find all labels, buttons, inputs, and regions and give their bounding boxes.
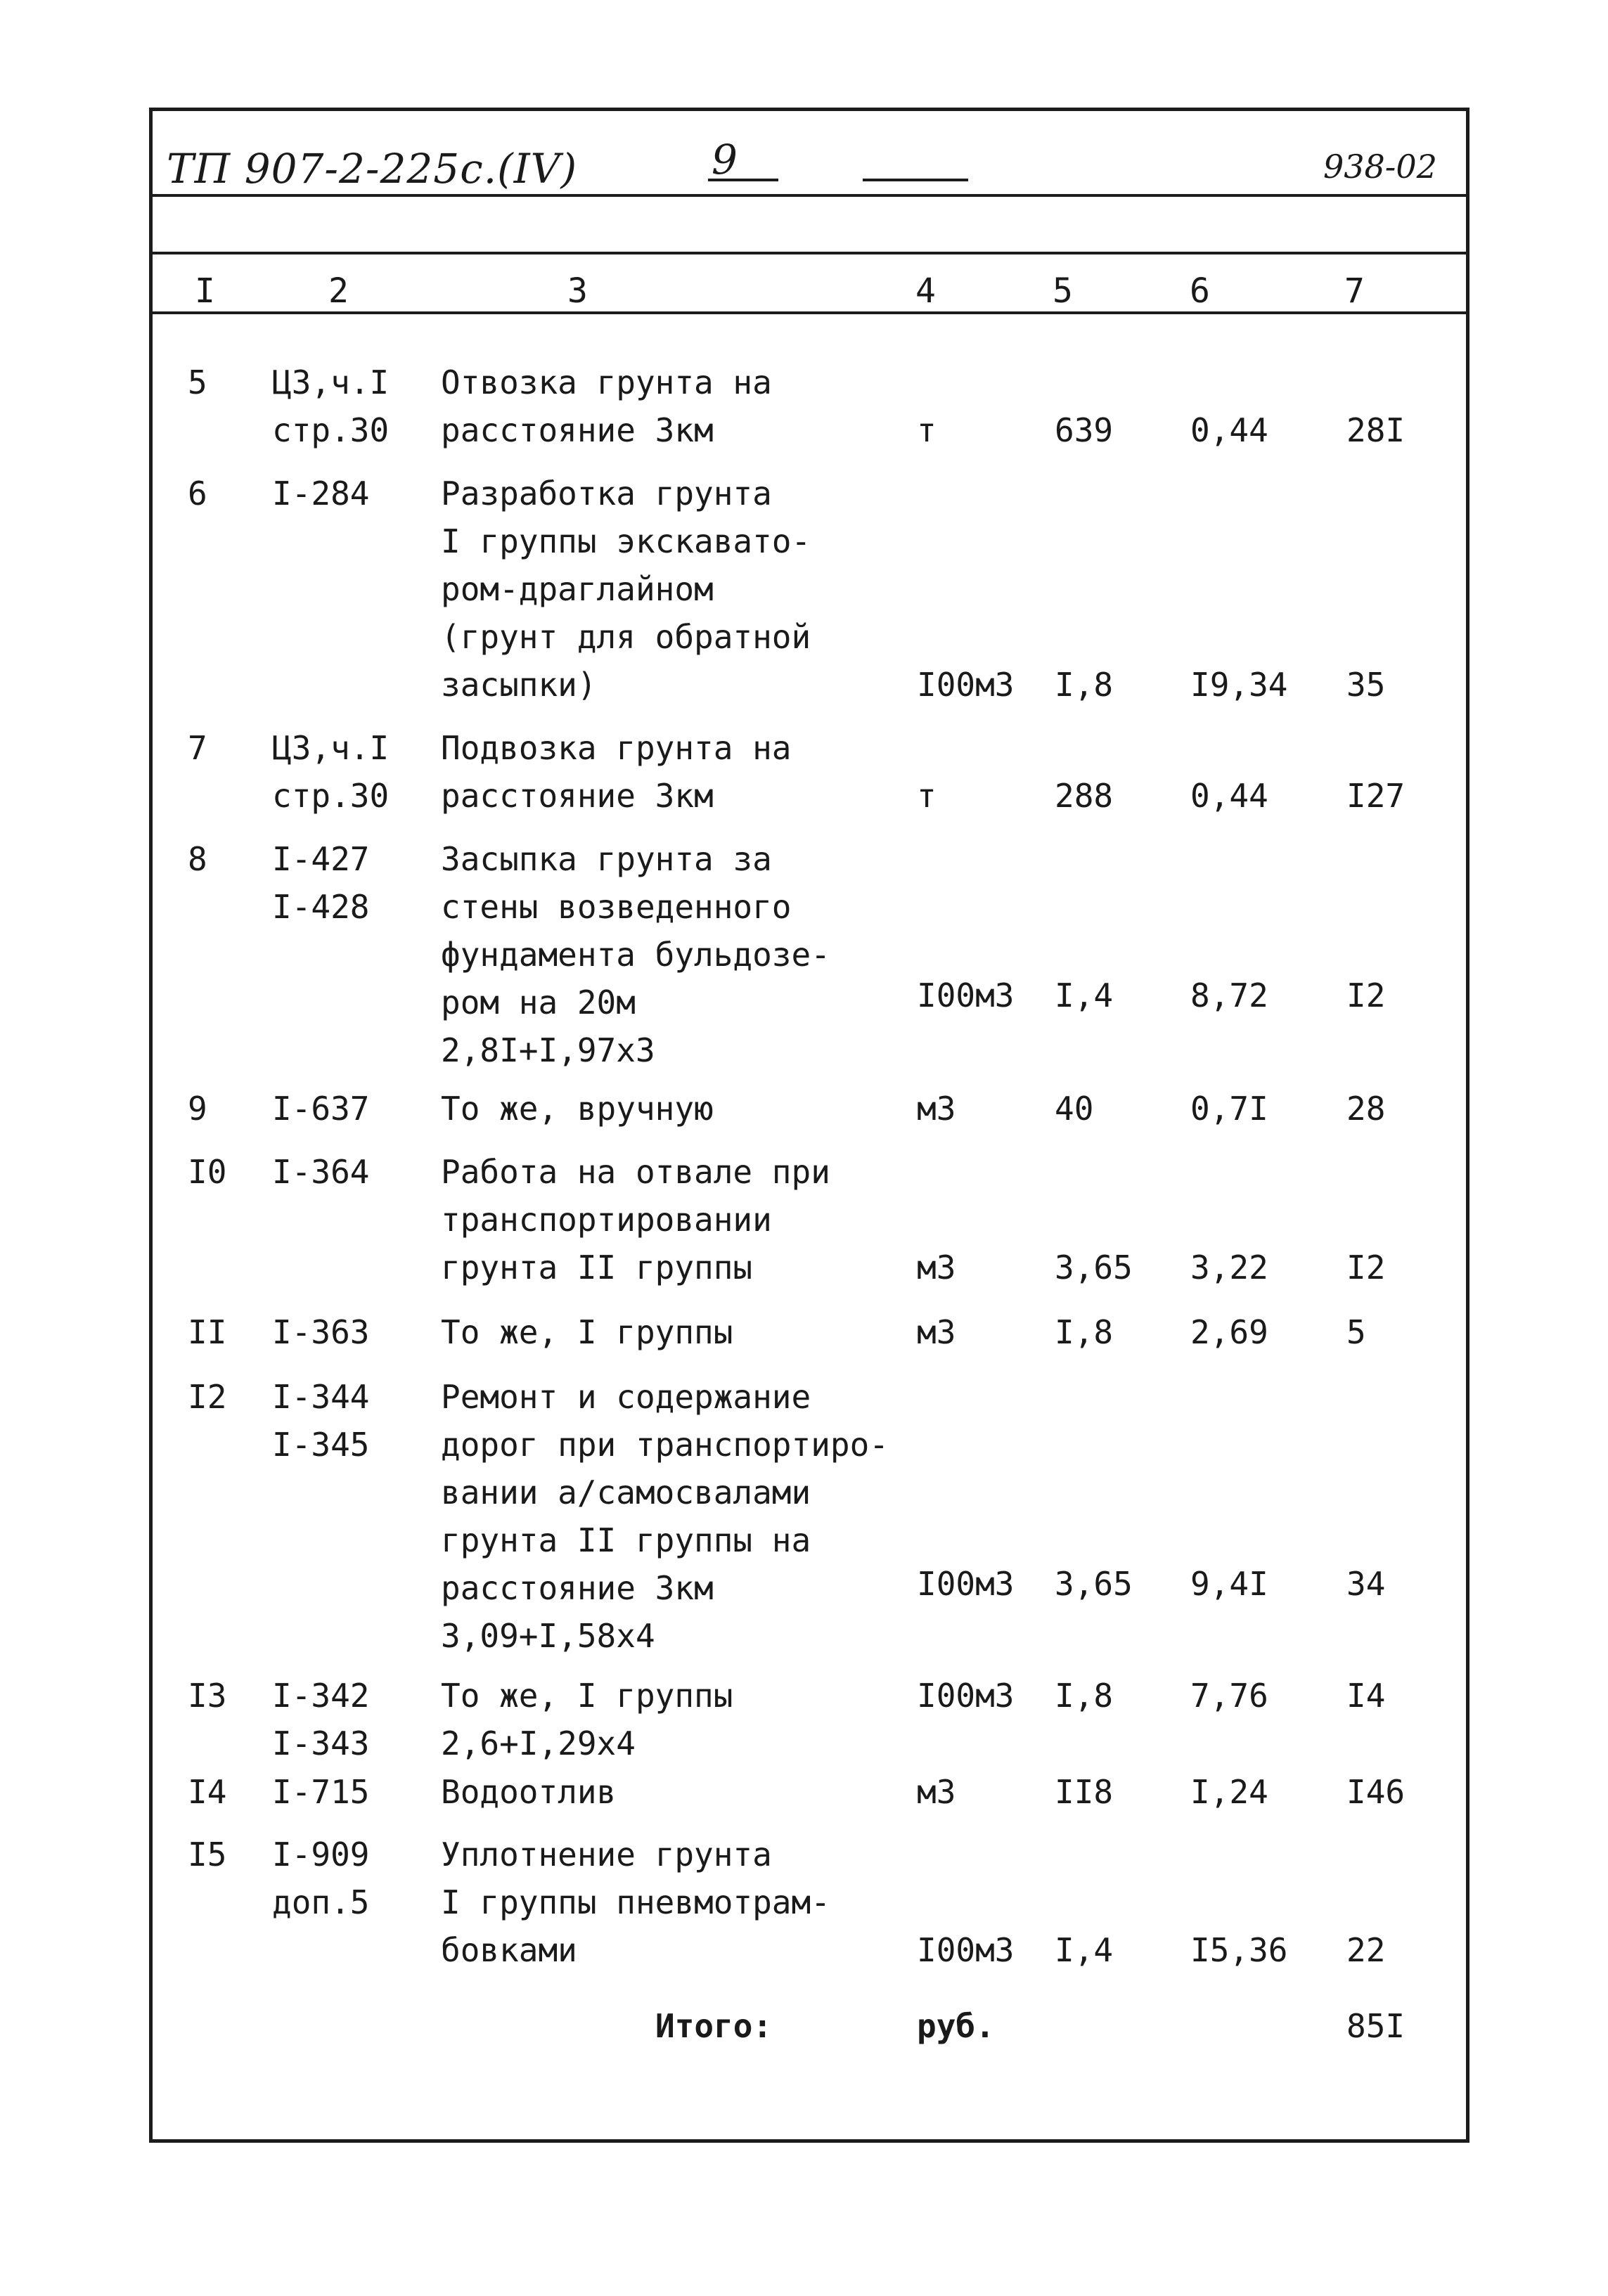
rule-colhead-bottom: [153, 311, 1466, 314]
row-number: I2: [188, 1378, 227, 1416]
work-description: Засыпка грунта за стены возведенного фундамента бульдозе- ром на 20м 2,8I+I,97х3: [441, 840, 830, 1069]
quantity: I,8: [1055, 666, 1114, 704]
norm-code: I-715: [272, 1773, 370, 1811]
unit: I00м3: [917, 1677, 1015, 1715]
doc-code: ТП 907-2-225с.(IV): [167, 145, 578, 193]
unit-price: I5,36: [1190, 1931, 1288, 1969]
quantity: I,8: [1055, 1677, 1114, 1715]
unit-price: 0,7I: [1190, 1090, 1268, 1128]
unit-price: I,24: [1190, 1773, 1268, 1811]
total: 22: [1346, 1931, 1386, 1969]
row-number: I5: [188, 1836, 227, 1873]
norm-code: I-637: [272, 1090, 370, 1128]
work-description: То же, вручную: [441, 1090, 714, 1128]
unit: м3: [917, 1773, 956, 1811]
unit: т: [917, 411, 937, 449]
work-description: Отвозка грунта на расстояние 3км: [441, 363, 772, 449]
total: 34: [1346, 1565, 1386, 1603]
row-number: II: [188, 1313, 227, 1351]
rule-header: [153, 194, 1466, 197]
col-5-header: 5: [1053, 271, 1073, 311]
col-4-header: 4: [915, 271, 936, 311]
quantity: I,4: [1055, 1931, 1114, 1969]
total-label: Итого:: [655, 2007, 773, 2045]
norm-code: I-284: [272, 475, 370, 512]
unit-price: 7,76: [1190, 1677, 1268, 1715]
total: 28I: [1346, 411, 1406, 449]
total: I2: [1346, 1249, 1386, 1286]
unit: I00м3: [917, 1565, 1015, 1603]
total: I27: [1346, 777, 1406, 815]
unit-price: I9,34: [1190, 666, 1288, 704]
total: 5: [1346, 1313, 1366, 1351]
col-2-header: 2: [328, 271, 349, 311]
quantity: 40: [1055, 1090, 1094, 1128]
unit: I00м3: [917, 666, 1015, 704]
unit: I00м3: [917, 976, 1015, 1014]
norm-code: I-342 I-343: [272, 1677, 370, 1762]
document-frame: [149, 108, 1469, 2143]
quantity: 3,65: [1055, 1565, 1133, 1603]
norm-code: I-363: [272, 1313, 370, 1351]
total: I46: [1346, 1773, 1406, 1811]
norm-code: I-909 доп.5: [272, 1836, 370, 1921]
work-description: Разработка грунта I группы экскавато- ром-драглайном (грунт для обратной засыпки): [441, 475, 811, 704]
work-description: Работа на отвале при транспортировании грунта II группы: [441, 1153, 830, 1286]
norm-code: ЦЗ,ч.I стр.30: [272, 729, 390, 815]
total: 35: [1346, 666, 1386, 704]
grand-total: 85I: [1346, 2007, 1406, 2045]
unit: м3: [917, 1090, 956, 1128]
col-7-header: 7: [1344, 271, 1365, 311]
quantity: I,8: [1055, 1313, 1114, 1351]
work-description: То же, I группы: [441, 1313, 733, 1351]
unit-price: 0,44: [1190, 777, 1268, 815]
unit-price: 3,22: [1190, 1249, 1268, 1286]
norm-code: I-427 I-428: [272, 840, 370, 926]
total: I2: [1346, 976, 1386, 1014]
unit: т: [917, 777, 937, 815]
col-6-header: 6: [1190, 271, 1210, 311]
unit: I00м3: [917, 1931, 1015, 1969]
rule-colhead-top: [153, 252, 1466, 254]
norm-code: ЦЗ,ч.I стр.30: [272, 363, 390, 449]
col-1-header: I: [195, 271, 215, 311]
work-description: Уплотнение грунта I группы пневмотрам- бовками: [441, 1836, 830, 1969]
unit-price: 9,4I: [1190, 1565, 1268, 1603]
quantity: II8: [1055, 1773, 1114, 1811]
work-description: Водоотлив: [441, 1773, 617, 1811]
row-number: 8: [188, 840, 207, 878]
col-3-header: 3: [567, 271, 588, 311]
norm-code: I-344 I-345: [272, 1378, 370, 1464]
quantity: 639: [1055, 411, 1114, 449]
row-number: I0: [188, 1153, 227, 1191]
page-number: 9: [712, 136, 738, 183]
unit-price: 0,44: [1190, 411, 1268, 449]
row-number: 5: [188, 363, 207, 401]
row-number: 7: [188, 729, 207, 767]
unit-price: 2,69: [1190, 1313, 1268, 1351]
unit: м3: [917, 1313, 956, 1351]
quantity: 3,65: [1055, 1249, 1133, 1286]
total-unit: руб.: [917, 2007, 995, 2045]
total: 28: [1346, 1090, 1386, 1128]
doc-number: 938-02: [1323, 148, 1437, 186]
work-description: Подвозка грунта на расстояние 3км: [441, 729, 792, 815]
work-description: То же, I группы 2,6+I,29х4: [441, 1677, 733, 1762]
row-number: I4: [188, 1773, 227, 1811]
work-description: Ремонт и содержание дорог при транспортиро- вании а/самосвалами грунта II группы на расстояние 3км 3,09+I,58х4: [441, 1378, 889, 1655]
unit: м3: [917, 1249, 956, 1286]
quantity: 288: [1055, 777, 1114, 815]
row-number: 6: [188, 475, 207, 512]
quantity: I,4: [1055, 976, 1114, 1014]
unit-price: 8,72: [1190, 976, 1268, 1014]
norm-code: I-364: [272, 1153, 370, 1191]
total: I4: [1346, 1677, 1386, 1715]
row-number: 9: [188, 1090, 207, 1128]
row-number: I3: [188, 1677, 227, 1715]
dash-right: [863, 179, 968, 181]
